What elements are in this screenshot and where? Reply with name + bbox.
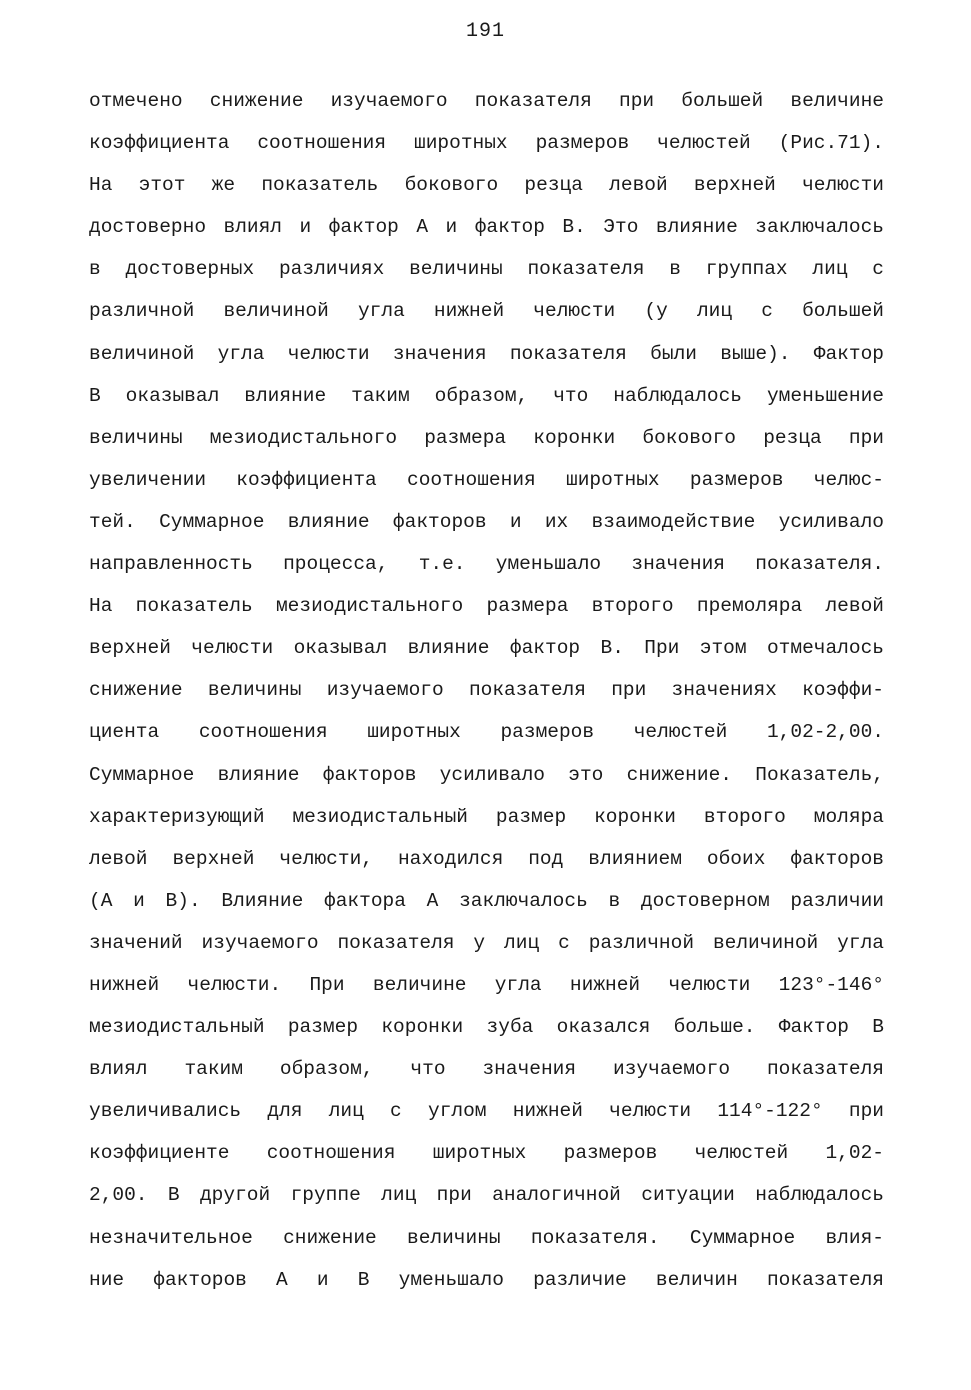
text-line: нижней челюсти. При величине угла нижней челюсти 123°-146°	[89, 973, 884, 996]
text-line: характеризующий мезиодистальный размер коронки второго моляра	[89, 805, 884, 828]
text-line: в достоверных различиях величины показателя в группах лиц с	[89, 258, 884, 281]
text-line: коэффициенте соотношения широтных размеров челюстей 1,02-	[89, 1142, 884, 1165]
text-line: значений изучаемого показателя у лиц с различной величиной угла	[89, 931, 884, 954]
text-line: левой верхней челюсти, находился под влиянием обоих факторов	[89, 847, 884, 870]
text-line: циента соотношения широтных размеров челюстей 1,02-2,00.	[89, 721, 884, 744]
text-line: различной величиной угла нижней челюсти (у лиц с большей	[89, 300, 884, 323]
text-line: тей. Суммарное влияние факторов и их взаимодействие усиливало	[89, 510, 884, 533]
text-line: В оказывал влияние таким образом, что наблюдалось уменьшение	[89, 384, 884, 407]
text-line: влиял таким образом, что значения изучаемого показателя	[89, 1058, 884, 1081]
text-line: незначительное снижение величины показателя. Суммарное влия-	[89, 1226, 884, 1249]
body-text	[89, 80, 884, 1301]
text-line: снижение величины изучаемого показателя при значениях коэффи-	[89, 679, 884, 702]
text-line: Суммарное влияние факторов усиливало это снижение. Показатель,	[89, 763, 884, 786]
page-number: 191	[465, 20, 505, 43]
text-line: верхней челюсти оказывал влияние фактор В. При этом отмечалось	[89, 637, 884, 660]
text-line: отмечено снижение изучаемого показателя при большей величине	[89, 90, 884, 112]
text-line: направленность процесса, т.е. уменьшало значения показателя.	[89, 553, 884, 576]
text-line: коэффициента соотношения широтных размеров челюстей (Рис.71).	[89, 132, 884, 155]
text-line: мезиодистальный размер коронки зуба оказался больше. Фактор В	[89, 1016, 884, 1039]
text-line: достоверно влиял и фактор А и фактор В. Это влияние заключалось	[89, 216, 884, 239]
text-line: 2,00. В другой группе лиц при аналогичной ситуации наблюдалось	[89, 1184, 884, 1207]
text-line: (А и В). Влияние фактора А заключалось в достоверном различии	[89, 889, 884, 912]
text-line: величины мезиодистального размера коронки бокового резца при	[89, 426, 884, 449]
text-line: На показатель мезиодистального размера второго премоляра левой	[89, 595, 884, 618]
text-line: ние факторов А и В уменьшало различие величин показателя	[89, 1268, 884, 1291]
text-line: увеличивались для лиц с углом нижней челюсти 114°-122° при	[89, 1100, 884, 1123]
text-line: На этот же показатель бокового резца левой верхней челюсти	[89, 174, 884, 197]
text-line: величиной угла челюсти значения показателя были выше). Фактор	[89, 342, 884, 365]
text-line: увеличении коэффициента соотношения широтных размеров челюс-	[89, 468, 884, 491]
